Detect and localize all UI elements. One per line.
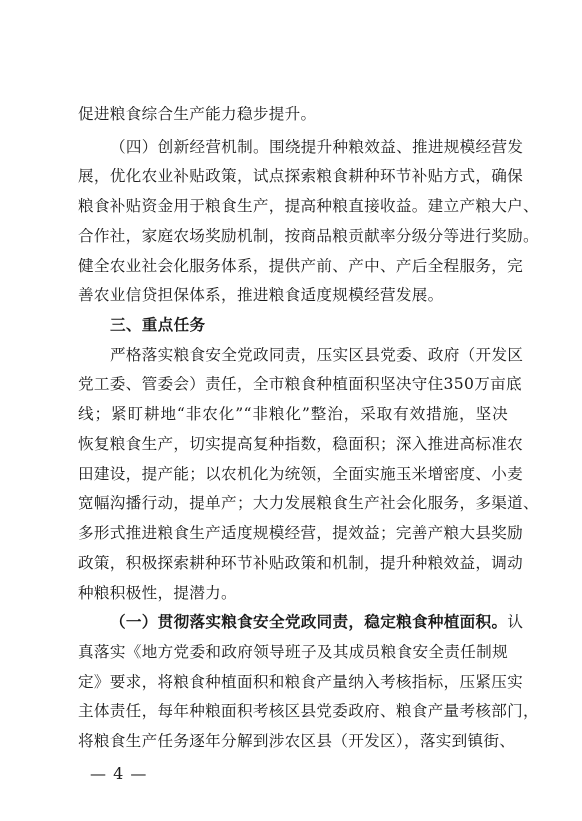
text-line: 定》要求，将粮食种植面积和粮食产量纳入考核指标，压紧压实 bbox=[78, 673, 524, 691]
text-line: 真落实《地方党委和政府领导班子及其成员粮食安全责任制规 bbox=[78, 643, 508, 661]
text-line: 善农业信贷担保体系，推进粮食适度规模经营发展。 bbox=[78, 286, 444, 304]
text-line: 政策，积极探索耕种环节补贴政策和机制，提升种粮效益，调动 bbox=[78, 554, 524, 572]
subheading-title: （一）贯彻落实粮食安全党政同责，稳定粮食种植面积。 bbox=[110, 612, 508, 631]
section-heading: 三、重点任务 bbox=[110, 316, 206, 334]
text-line: 健全农业社会化服务体系，提供产前、产中、产后全程服务，完 bbox=[78, 257, 524, 275]
text-line: 主体责任，每年种粮面积考核区县党委政府、粮食产量考核部门， bbox=[78, 702, 539, 720]
text-line: 粮食补贴资金用于粮食生产，提高种粮直接收益。建立产粮大户、 bbox=[78, 197, 539, 215]
text-line: 线；紧盯耕地“非农化”“非粮化”整治，采取有效措施，坚决 bbox=[78, 405, 508, 423]
text-line: 合作社，家庭农场奖励机制，按商品粮贡献率分级分等进行奖励。 bbox=[78, 227, 539, 245]
text-line: 展，优化农业补贴政策，试点探索粮食耕种环节补贴方式，确保 bbox=[78, 167, 524, 185]
text-line: 宽幅沟播行动，提单产；大力发展粮食生产社会化服务，多渠道、 bbox=[78, 494, 539, 512]
text-line: 将粮食生产任务逐年分解到涉农区县（开发区），落实到镇街、 bbox=[78, 732, 516, 750]
text-line: 党工委、管委会）责任，全市粮食种植面积坚决守住350万亩底 bbox=[78, 375, 522, 393]
text-line: 种粮积极性，提潜力。 bbox=[78, 584, 237, 602]
text-fragment: 认 bbox=[507, 613, 524, 631]
text-line: 田建设，提产能；以农机化为统领，全面实施玉米增密度、小麦 bbox=[78, 465, 524, 483]
text-line: （四）创新经营机制。围绕提升种粮效益、推进规模经营发 bbox=[110, 138, 524, 156]
text-line: 多形式推进粮食生产适度规模经营，提效益；完善产粮大县奖励 bbox=[78, 524, 524, 542]
text-line: 严格落实粮食安全党政同责，压实区县党委、政府（开发区 bbox=[110, 346, 524, 364]
text-line: 恢复粮食生产，切实提高复种指数，稳面积；深入推进高标准农 bbox=[78, 435, 524, 453]
subheading-line bbox=[110, 612, 524, 632]
text-line: 促进粮食综合生产能力稳步提升。 bbox=[78, 105, 317, 123]
page-number: — 4 — bbox=[90, 764, 148, 783]
